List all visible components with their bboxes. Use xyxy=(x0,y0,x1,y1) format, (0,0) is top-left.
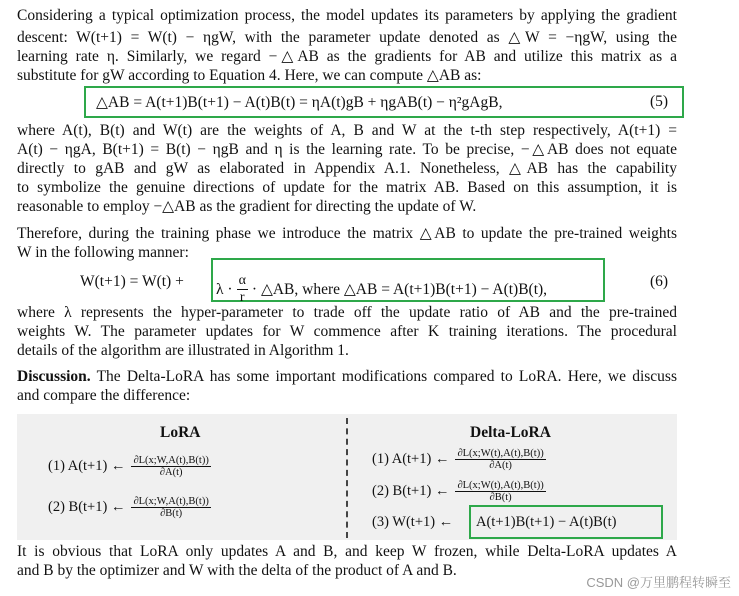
delta-rule-1 xyxy=(372,448,546,471)
discussion-line1 xyxy=(17,368,677,386)
para4-line2: weights W. The parameter updates for W commence after K training iterations. The procedural xyxy=(17,323,677,340)
delta-rule-3-expr: A(t+1)B(t+1) − A(t)B(t) xyxy=(476,514,617,530)
comparison-divider xyxy=(346,418,348,538)
discussion-text: The Delta-LoRA has some important modifications compared to LoRA. Here, we discuss xyxy=(96,368,677,385)
delta-rule-2-den: ∂B(t) xyxy=(489,492,512,503)
lora-rule-1-fraction xyxy=(131,455,210,478)
para2-line5: reasonable to employ −△AB as the gradient for directing the update of W. xyxy=(17,198,477,215)
equation-6-r: r xyxy=(239,290,245,305)
equation-6-lhs: W(t+1) = W(t) + xyxy=(80,273,184,290)
lora-rule-2-den: ∂B(t) xyxy=(160,508,183,519)
lora-rule-2-fraction xyxy=(131,496,210,519)
para4-line1: where λ represents the hyper-parameter to trade off the update ratio of AB and the pre-trained xyxy=(17,304,677,321)
para1-line1: Considering a typical optimization process, the model updates its parameters by applying the gradient xyxy=(17,7,677,24)
delta-rule-1-lhs: (1) A(t+1) ← xyxy=(372,451,450,467)
equation-5: △AB = A(t+1)B(t+1) − A(t)B(t) = ηA(t)gB + ηgAB(t) − η²gAgB, xyxy=(96,94,503,111)
delta-rule-3-lhs: (3) W(t+1) ← xyxy=(372,514,454,530)
para4-line3: details of the algorithm are illustrated in Algorithm 1. xyxy=(17,342,349,359)
delta-rule-2-lhs: (2) B(t+1) ← xyxy=(372,483,450,499)
lora-title: LoRA xyxy=(160,424,201,441)
para2-line2: A(t) − ηgA, B(t+1) = B(t) − ηgB and η is the learning rate. To be precise, −△AB does not equate xyxy=(17,141,677,158)
para1-line2: descent: W(t+1) = W(t) − ηgW, with the parameter update denoted as △W = −ηgW, using the xyxy=(17,29,677,46)
lora-rule-2 xyxy=(48,496,211,519)
delta-rule-1-den: ∂A(t) xyxy=(489,460,512,471)
para1-line3: learning rate η. Similarly, we regard −△AB as the gradients for AB and utilize this matrix as a xyxy=(17,48,677,65)
lora-rule-2-lhs: (2) B(t+1) ← xyxy=(48,499,126,515)
para5-line1: It is obvious that LoRA only updates A and B, and keep W frozen, while Delta-LoRA updates A xyxy=(17,543,677,560)
para2-line4: to symbolize the genuine directions of update for the matrix AB. Based on this assumption, it is xyxy=(17,179,677,196)
delta-rule-1-num: ∂L(x;W(t),A(t),B(t)) xyxy=(457,448,544,459)
delta-rule-2-num: ∂L(x;W(t),A(t),B(t)) xyxy=(457,480,544,491)
equation-6-update-term xyxy=(216,273,547,306)
equation-6-rest: · △AB, where △AB = A(t+1)B(t+1) − A(t)B(t), xyxy=(251,281,548,298)
para3-line2: W in the following manner: xyxy=(17,244,189,261)
lora-rule-1-num: ∂L(x;W,A(t),B(t)) xyxy=(133,455,209,466)
equation-6-alpha: α xyxy=(238,273,246,288)
equation-6-lambda: λ · xyxy=(216,280,233,298)
equation-6-number: (6) xyxy=(650,273,669,290)
equation-5-number: (5) xyxy=(650,93,669,110)
delta-rule-2 xyxy=(372,480,546,503)
lora-rule-1-lhs: (1) A(t+1) ← xyxy=(48,458,126,474)
para1-line4: substitute for gW according to Equation 4. Here, we can compute △AB as: xyxy=(17,67,482,84)
para5-line2: and B by the optimizer and W with the delta of the product of A and B. xyxy=(17,562,457,579)
lora-rule-1 xyxy=(48,455,211,478)
delta-lora-title: Delta-LoRA xyxy=(470,424,551,441)
para3-line1: Therefore, during the training phase we introduce the matrix △AB to update the pre-trained weights xyxy=(17,225,677,242)
delta-rule-2-fraction xyxy=(455,480,545,503)
lora-rule-2-num: ∂L(x;W,A(t),B(t)) xyxy=(133,496,209,507)
discussion-label: Discussion. xyxy=(17,368,91,385)
delta-rule-1-fraction xyxy=(455,448,545,471)
discussion-line2: and compare the difference: xyxy=(17,387,191,404)
watermark: CSDN @万里鹏程转瞬至 xyxy=(586,575,731,590)
lora-rule-1-den: ∂A(t) xyxy=(159,467,183,478)
para2-line3: directly to gAB and gW as elaborated in Appendix A.1. Nonetheless, △AB has the capability xyxy=(17,160,677,177)
para2-line1: where A(t), B(t) and W(t) are the weights of A, B and W at the t-th step respectively, A(t+1) = xyxy=(17,122,677,139)
equation-6-alpha-over-r xyxy=(237,273,248,306)
